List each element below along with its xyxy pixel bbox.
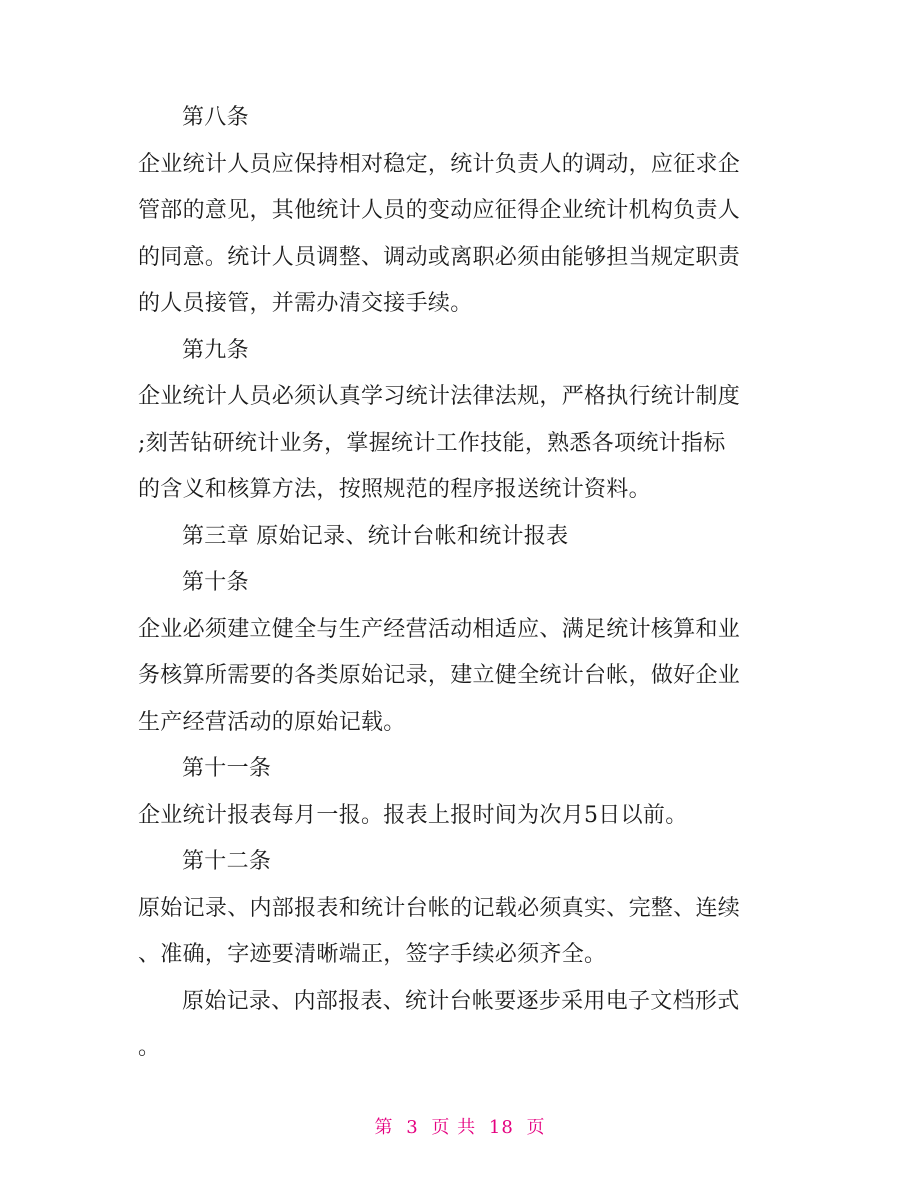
article-heading: 第十一条 — [182, 756, 272, 781]
article-heading: 第九条 — [182, 337, 249, 363]
document-body — [138, 104, 788, 1081]
paragraph-line: 的同意。统计人员调整、调动或离职必须由能够担当规定职责 — [138, 244, 741, 270]
paragraph-line: 生产经营活动的原始记载。 — [138, 709, 406, 735]
paragraph-line: 的人员接管，并需办清交接手续。 — [138, 291, 473, 316]
paragraph-line: 务核算所需要的各类原始记录，建立健全统计台帐，做好企业 — [138, 663, 741, 688]
paragraph-line: 企业统计报表每月一报。报表上报时间为次月5日以前。 — [138, 802, 688, 828]
chapter-heading: 第三章 原始记录、统计台帐和统计报表 — [182, 523, 569, 549]
footer-prefix: 第 — [374, 1117, 394, 1138]
paragraph-line: 企业统计人员必须认真学习统计法律法规，严格执行统计制度 — [138, 384, 741, 409]
paragraph-line: 原始记录、内部报表、统计台帐要逐步采用电子文档形式 — [182, 988, 740, 1014]
paragraph-line: 企业必须建立健全与生产经营活动相适应、满足统计核算和业 — [138, 616, 741, 642]
paragraph-line: 管部的意见，其他统计人员的变动应征得企业统计机构负责人 — [138, 198, 741, 223]
footer-suffix: 页 — [526, 1117, 546, 1138]
paragraph-line: 原始记录、内部报表和统计台帐的记载必须真实、完整、连续 — [138, 895, 741, 921]
article-heading: 第八条 — [182, 105, 249, 130]
article-heading: 第十条 — [182, 570, 249, 595]
paragraph-line: 的含义和核算方法，按照规范的程序报送统计资料。 — [138, 477, 651, 502]
paragraph-line: 。 — [138, 1035, 161, 1060]
current-page-number: 3 — [406, 1117, 419, 1138]
page-number-footer — [0, 1113, 920, 1139]
article-heading: 第十二条 — [182, 849, 272, 874]
footer-middle: 页 共 — [431, 1117, 477, 1138]
paragraph-line: 企业统计人员应保持相对稳定，统计负责人的调动，应征求企 — [138, 151, 741, 177]
total-pages-number: 18 — [488, 1117, 514, 1138]
paragraph-line: 、准确，字迹要清晰端正，签字手续必须齐全。 — [138, 942, 607, 967]
paragraph-line: ;刻苦钻研统计业务，掌握统计工作技能，熟悉各项统计指标 — [138, 430, 726, 456]
